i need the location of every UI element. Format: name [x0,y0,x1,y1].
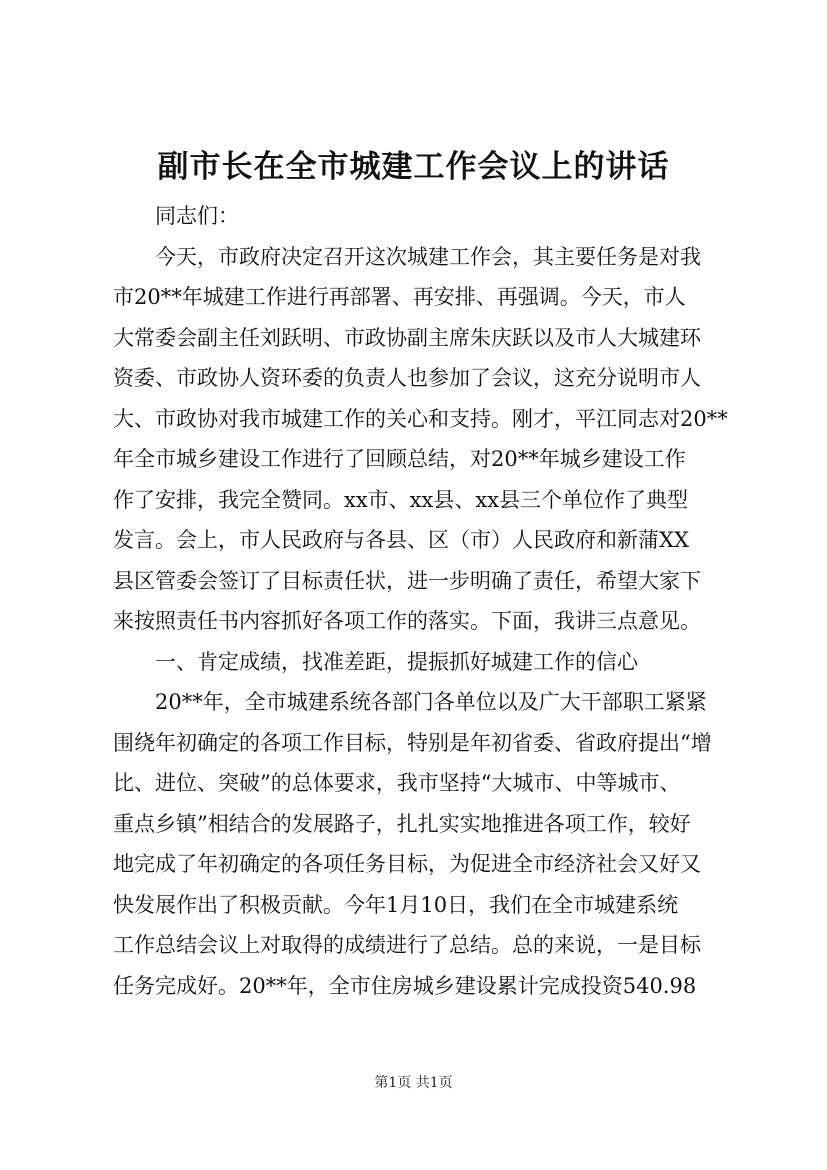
paragraph-line: 作了安排，我完全赞同。xx市、xx县、xx县三个单位作了典型 [113,487,689,512]
paragraph-line: 来按照责任书内容抓好各项工作的落实。下面，我讲三点意见。 [113,609,701,633]
document-title: 副市长在全市城建工作会议上的讲话 [157,149,670,185]
paragraph-line: 大常委会副主任刘跃明、市政协副主席朱庆跃以及市人大城建环 [113,325,701,350]
paragraph-line: 今天，市政府决定召开这次城建工作会，其主要任务是对我 [155,244,701,269]
section-heading: 一、肯定成绩，找准差距，提振抓好城建工作的信心 [155,649,638,674]
paragraph-line: 围绕年初确定的各项工作目标，特别是年初省委、省政府提出“增 [113,730,712,755]
paragraph-line: 工作总结会议上对取得的成绩进行了总结。总的来说，一是目标 [113,933,701,957]
paragraph-line: 地完成了年初确定的各项任务目标，为促进全市经济社会又好又 [113,852,701,876]
paragraph-line: 比、进位、突破”的总体要求，我市坚持“大城市、中等城市、 [113,771,681,795]
paragraph-line: 20**年，全市城建系统各部门各单位以及广大干部职工紧紧 [155,690,707,714]
paragraph-line: 发言。会上，市人民政府与各县、区（市）人民政府和新蒲XX [113,528,689,552]
paragraph-line: 市20**年城建工作进行再部署、再安排、再强调。今天，市人 [113,285,686,309]
document-body [113,196,728,1006]
paragraph-line: 资委、市政协人资环委的负责人也参加了会议，这充分说明市人 [113,366,701,390]
paragraph-line: 县区管委会签订了目标责任状，进一步明确了责任，希望大家下 [113,568,701,593]
paragraph-line: 年全市城乡建设工作进行了回顾总结，对20**年城乡建设工作 [113,447,686,471]
salutation-line: 同志们： [155,204,239,228]
paragraph-line: 快发展作出了积极贡献。今年1月10日，我们在全市城建系统 [113,892,679,917]
paragraph-line: 重点乡镇”相结合的发展路子，扎扎实实地推进各项工作，较好 [113,811,691,836]
page-footer: 第1页 共1页 [374,1075,453,1091]
paragraph-line: 任务完成好。20**年，全市住房城乡建设累计完成投资540.98 [113,973,697,998]
paragraph-line: 大、市政协对我市城建工作的关心和支持。刚才，平江同志对20** [113,406,728,431]
